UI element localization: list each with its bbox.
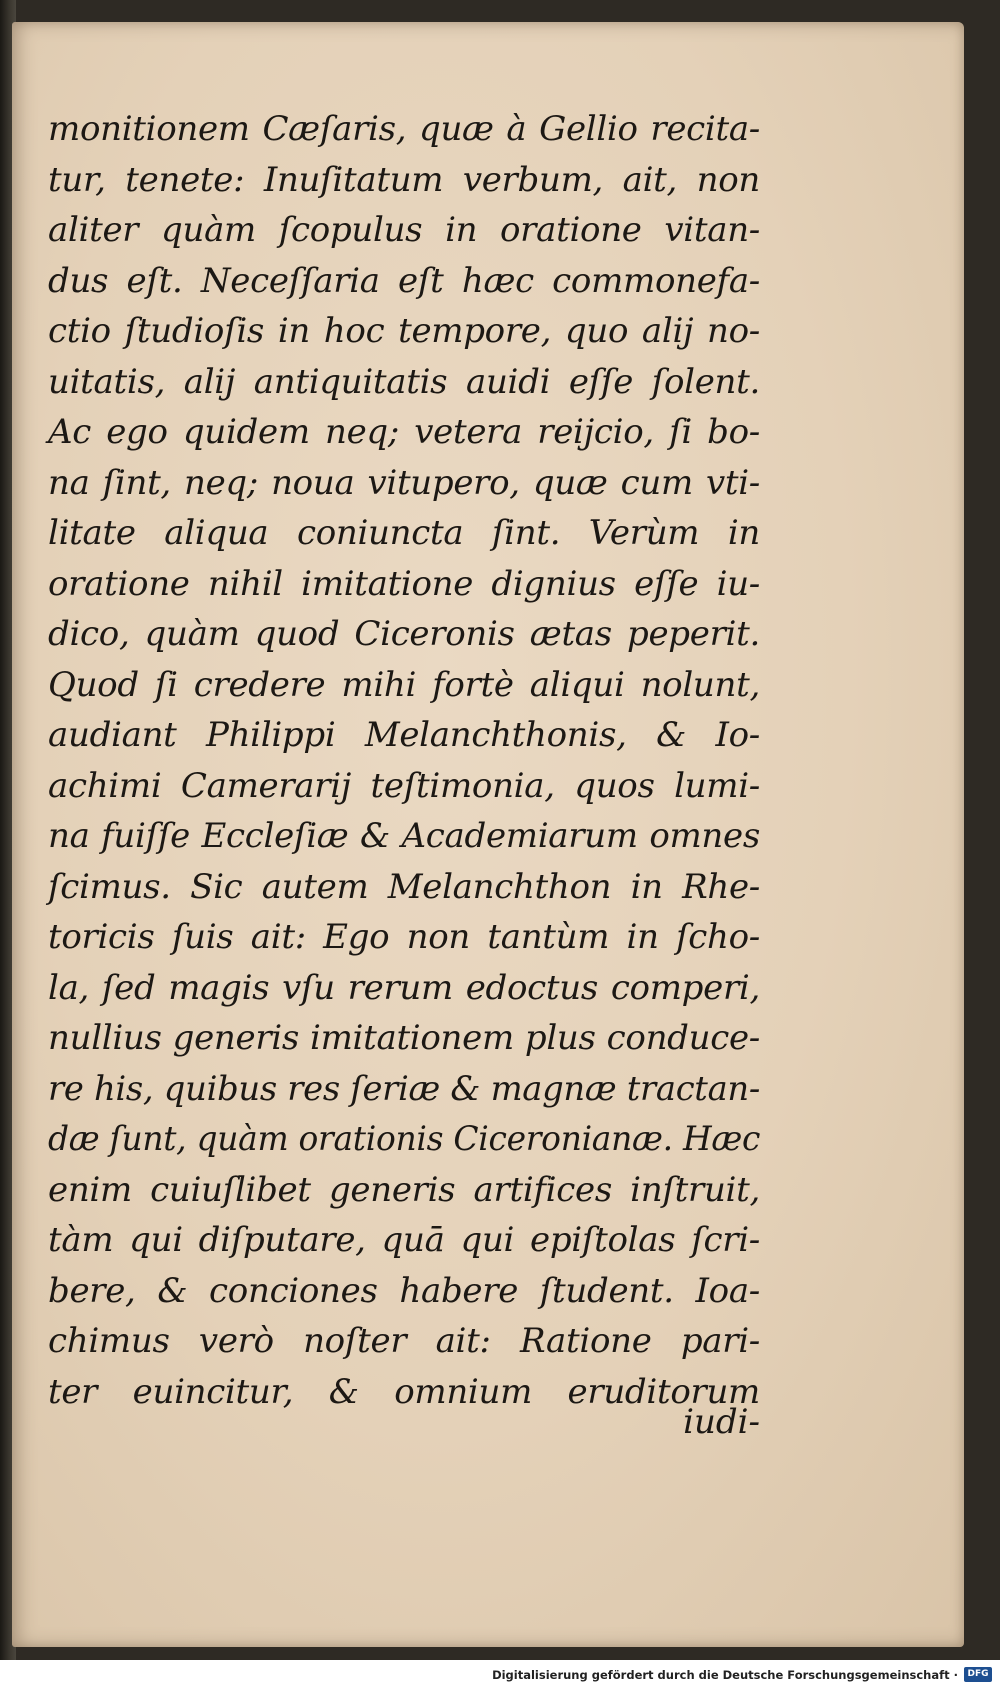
text-line: Ac ego quidem neq; vetera reijcio, ſi bo- xyxy=(48,412,760,452)
text-line: enim cuiuſlibet generis artifices inſtruit, xyxy=(48,1169,760,1210)
text-line: tàm qui diſputare, quā qui epiſtolas ſcri- xyxy=(48,1220,760,1260)
text-line: audiant Philippi Melanchthonis, & Io- xyxy=(48,715,760,755)
text-line: litate aliqua coniuncta ſint. Verùm in xyxy=(48,513,760,553)
text-line: re his, quibus res ſeriæ & magnæ tractan- xyxy=(48,1068,760,1109)
funding-credit: Digitalisierung gefördert durch die Deutsche Forschungsgemeinschaft · xyxy=(492,1668,958,1682)
text-line: achimi Camerarij teſtimonia, quos lumi- xyxy=(48,765,760,806)
text-line: ter euincitur, & omnium eruditorum xyxy=(48,1371,760,1412)
text-line: ctio ſtudioſis in hoc tempore, quo alij no- xyxy=(48,311,760,351)
text-line: na ſint, neq; noua vitupero, quæ cum vti- xyxy=(48,462,760,503)
footer-strip xyxy=(0,1660,1000,1693)
text-line: aliter quàm ſcopulus in oratione vitan- xyxy=(48,210,760,250)
text-line: tur, tenete: Inuſitatum verbum, ait, non xyxy=(48,159,760,200)
text-line: toricis ſuis ait: Ego non tantùm in ſcho- xyxy=(48,917,760,957)
text-line: ſcimus. Sic autem Melanchthon in Rhe- xyxy=(48,866,760,907)
text-line: nullius generis imitationem plus conduce- xyxy=(48,1018,760,1058)
text-line: dæ ſunt, quàm orationis Ciceronianæ. Hæc xyxy=(48,1119,761,1159)
text-line: dus eſt. Neceſſaria eſt hæc commonefa- xyxy=(48,260,760,301)
dfg-logo-icon: DFG xyxy=(964,1667,992,1682)
text-line: chimus verò noſter ait: Ratione pari- xyxy=(48,1321,760,1361)
text-line: bere, & conciones habere ſtudent. Ioa- xyxy=(48,1270,760,1311)
text-line: uitatis, alij antiquitatis auidi eſſe ſolent. xyxy=(48,361,760,402)
text-line: dico, quàm quod Ciceronis ætas peperit. xyxy=(48,614,760,654)
page-leaf xyxy=(12,22,964,1647)
text-line: monitionem Cæſaris, quæ à Gellio recita- xyxy=(48,109,760,149)
text-block xyxy=(48,104,760,1417)
text-line: la, ſed magis vſu rerum edoctus comperi, xyxy=(48,967,760,1008)
text-line: oratione nihil imitatione dignius eſſe iu- xyxy=(48,563,760,604)
text-line: Quod ſi credere mihi fortè aliqui nolunt, xyxy=(48,664,760,705)
text-line: na fuiſſe Eccleſiæ & Academiarum omnes xyxy=(48,816,760,856)
catchword: iudi- xyxy=(683,1402,760,1442)
